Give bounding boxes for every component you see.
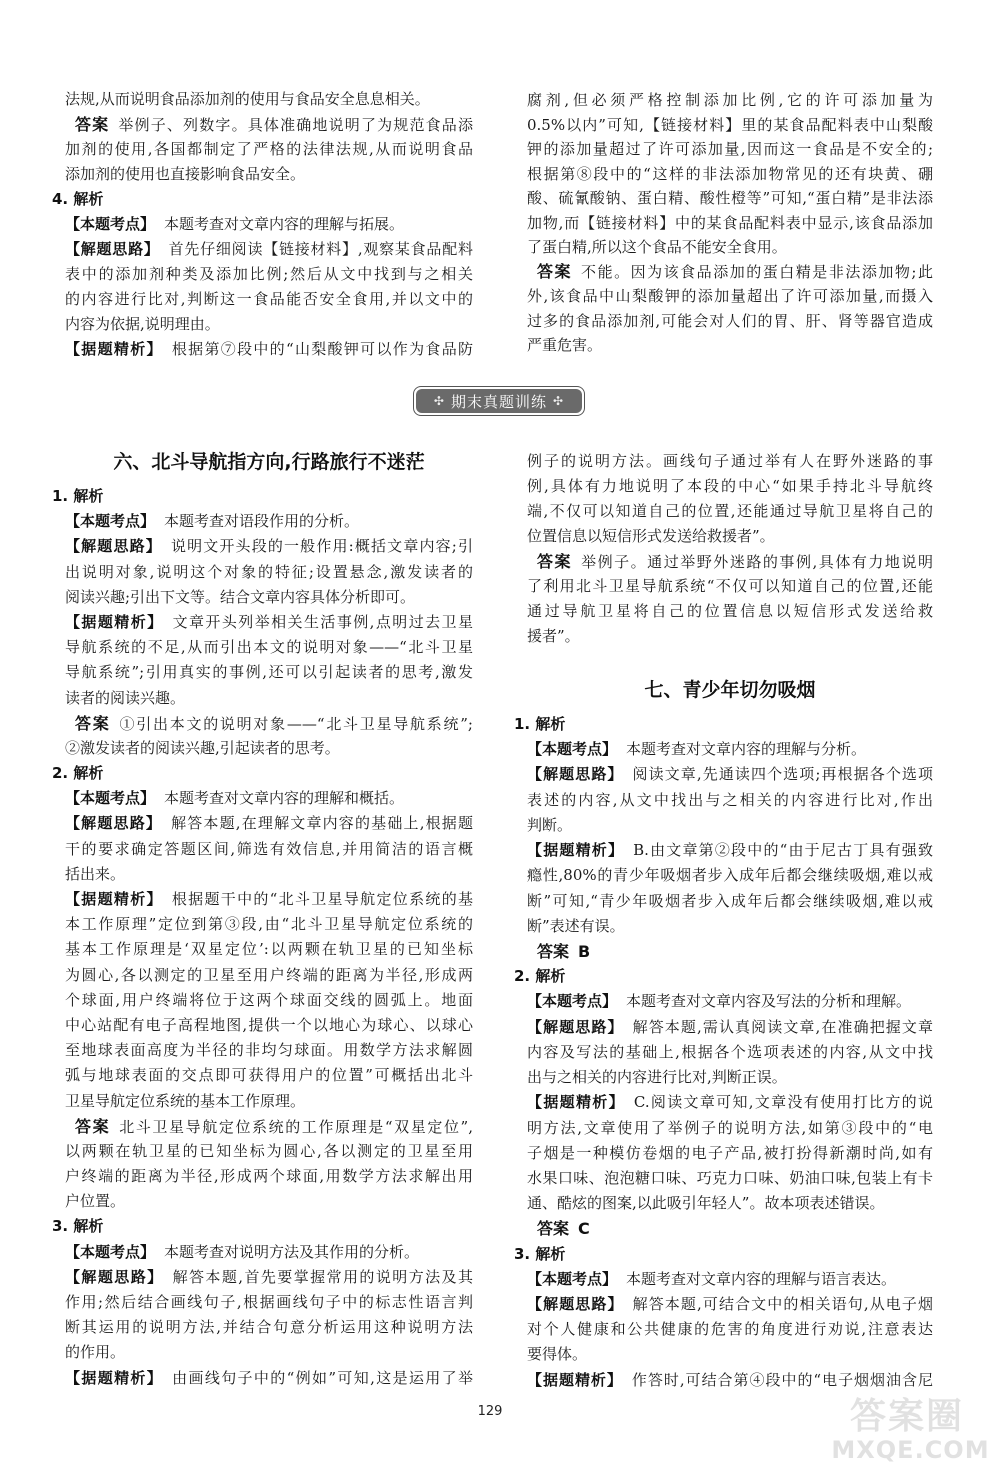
section-label: 【解题思路】 (65, 1267, 164, 1286)
text-line (527, 1141, 933, 1166)
text-line (527, 524, 933, 549)
text-line (527, 1317, 933, 1342)
line-text: 了利用北斗卫星导航系统“不仅可以知道自己的位置,还能 (527, 577, 933, 595)
line-text: 括出来。 (65, 864, 126, 883)
line-text: 出说明对象,说明这个对象的特征;设置悬念,激发读者的 (65, 562, 473, 581)
section-label: 【本题考点】 (527, 1269, 618, 1288)
line-text: 内容及写法的基础上,根据各个选项表述的内容,从文中找 (527, 1042, 933, 1061)
text-line (65, 312, 473, 337)
text-line (527, 474, 933, 499)
article-heading: 七、青少年切勿吸烟 (644, 679, 816, 701)
text-line (65, 509, 473, 534)
star-icon: ✣ (433, 394, 445, 408)
line-text: 位置信息以短信形式发送给救援者”。 (527, 527, 775, 545)
line-text: 阅读兴趣;引出下文等。结合文章内容具体分析即可。 (65, 587, 416, 606)
text-line (65, 1240, 473, 1265)
line-text: 导航系统的不足,从而引出本文的说明对象——“北斗卫星 (65, 638, 473, 657)
upper-left-column (52, 87, 473, 362)
text-line (65, 786, 473, 811)
line-text: 作答时,可结合第④段中的“电子烟烟油含尼 (631, 1370, 933, 1389)
text-line (527, 1116, 933, 1141)
text-line (65, 237, 473, 262)
text-line (527, 1040, 933, 1065)
line-text: 钾的添加量超过了许可添加量,因而这一食品是不安全的; (527, 140, 933, 158)
text-line (527, 624, 933, 649)
line-text: 断”表述有误。 (527, 916, 625, 935)
section-label: 【据题精析】 (65, 890, 163, 908)
text-line (527, 599, 933, 624)
text-line (527, 1015, 933, 1040)
line-text: 瘾性,80%的青少年吸烟者步入成年后都会继续吸烟,难以戒 (527, 866, 933, 885)
text-line (65, 1340, 473, 1365)
line-text: 内容为依据,说明理由。 (65, 315, 220, 333)
line-text: 干的要求确定答题区间,筛选有效信息,并用简洁的语言概 (65, 839, 473, 858)
text-line (65, 287, 473, 312)
answer-line (65, 711, 473, 736)
text-line (65, 137, 473, 162)
section-banner-body (416, 389, 582, 413)
analysis-heading (52, 1214, 473, 1239)
answer-label: 答案 (537, 552, 573, 571)
line-text: 解答本题,首先要掌握常用的说明方法及其 (172, 1267, 473, 1286)
line-text: ②激发读者的阅读兴趣,引起读者的思考。 (65, 738, 340, 757)
text-line (527, 863, 933, 888)
line-text: C.阅读文章可知,文章没有使用打比方的说 (633, 1093, 933, 1112)
answer-line (65, 1114, 473, 1139)
text-line (65, 887, 473, 912)
text-line (65, 1265, 473, 1290)
line-text: 过多的食品添加剂,可能会对人们的胃、肝、肾等器官造成 (527, 311, 933, 330)
text-line (65, 912, 473, 937)
line-text: 出与之相关的内容进行比对,判断正误。 (527, 1068, 787, 1087)
text-line (527, 211, 933, 236)
analysis-heading-text: 1. 解析 (514, 715, 566, 733)
answer-choice: B (578, 941, 591, 961)
answer-label: 答案 (75, 1116, 111, 1136)
text-line (527, 449, 933, 474)
text-line (527, 574, 933, 599)
line-text: 至地球表面高度为半径的非均匀球面。用数学方法求解圆 (65, 1041, 473, 1060)
line-text: 援者”。 (527, 627, 580, 645)
section-label: 【本题考点】 (65, 512, 156, 531)
text-line (65, 862, 473, 887)
analysis-heading-text: 1. 解析 (52, 487, 104, 505)
section-label: 【解题思路】 (65, 537, 162, 556)
line-text: 加物,而【链接材料】中的某食品配料表中显示,该食品添加 (527, 213, 933, 232)
text-line (65, 337, 473, 362)
line-text: 例,具体有力地说明了本段的中心“如果手持北斗导航终 (527, 477, 933, 495)
line-text: 文章开头列举相关生活事例,点明过去卫星 (172, 612, 473, 631)
line-text: 户终端的距离为半径,形成两个球面,用数学方法求解出用 (65, 1167, 473, 1186)
text-line (527, 309, 933, 334)
line-text: 解答本题,在理解文章内容的基础上,根据题 (171, 814, 473, 833)
section-banner-title: 期末真题训练 (450, 392, 547, 411)
text-line (65, 560, 473, 585)
line-text: 根据第⑦段中的“山梨酸钾可以作为食品防 (171, 340, 473, 358)
text-line (65, 736, 473, 761)
text-line (527, 813, 933, 838)
section-label: 【据题精析】 (527, 841, 625, 860)
answer-line (527, 1216, 933, 1241)
line-text: 子烟是一种模仿卷烟的电子产品,被打扮得新潮时尚,如有 (527, 1143, 933, 1162)
analysis-heading (52, 484, 473, 509)
line-text: 北斗卫星导航定位系统的工作原理是“双星定位”, (119, 1117, 473, 1136)
line-text: 要得体。 (527, 1345, 588, 1364)
line-text: 弧与地球表面的交点即可获得用户的位置”可概括出北斗 (65, 1066, 473, 1085)
text-line (65, 1013, 473, 1038)
line-text: 根据第⑧段中的“这样的非法添加物常见的还有块黄、硼 (527, 164, 933, 183)
line-text: 表中的添加剂种类及添加比例;然后从文中找到与之相关 (65, 265, 473, 283)
line-text: 根据题干中的“北斗卫星导航定位系统的基 (171, 890, 473, 908)
text-line (65, 1366, 473, 1391)
section-label: 【据题精析】 (65, 612, 164, 631)
text-line (65, 988, 473, 1013)
analysis-heading (514, 712, 933, 737)
watermark-site: MXQE.COM (831, 1436, 990, 1464)
upper-right-column (527, 88, 933, 358)
text-line (527, 788, 933, 813)
line-text: 由画线句子中的“例如”可知,这是运用了举 (172, 1368, 473, 1387)
answer-choice: C (578, 1219, 590, 1239)
line-text: 酸、硫氰酸钠、蛋白精、酸性橙等”可知,“蛋白精”是非法添 (527, 189, 933, 207)
answer-label: 答案 (75, 115, 110, 134)
text-line (527, 1342, 933, 1367)
line-text: 明方法,文章使用了举例子的说明方法,如第③段中的“电 (527, 1118, 933, 1137)
text-line (527, 137, 933, 162)
text-line (65, 837, 473, 862)
text-line (527, 113, 933, 138)
line-text: 例子的说明方法。画线句子通过举有人在野外迷路的事 (527, 452, 933, 470)
text-line (65, 1139, 473, 1164)
section-label: 【据题精析】 (65, 340, 163, 358)
text-line (65, 87, 473, 112)
answer-line (527, 260, 933, 285)
line-text: 本题考查对文章内容的理解和概括。 (164, 789, 405, 808)
line-text: B.由文章第②段中的“由于尼古丁具有强致 (633, 841, 933, 860)
text-line (527, 499, 933, 524)
answer-label: 答案 (537, 941, 570, 961)
line-text: 断其运用的说明方法,并结合句意分析运用这种说明方法 (65, 1318, 473, 1337)
analysis-heading-text: 2. 解析 (52, 764, 104, 783)
answer-label: 答案 (537, 261, 573, 281)
line-text: 个球面,用户终端将位于这两个球面交线的圆弧上。地面 (65, 990, 473, 1009)
line-text: 解答本题,需认真阅读文章,在准确把握文章 (632, 1017, 933, 1036)
section-label: 【据题精析】 (527, 1093, 625, 1112)
line-text: 严重危害。 (527, 336, 603, 354)
section-label: 【解题思路】 (527, 1295, 624, 1314)
line-text: 本题考查对语段作用的分析。 (164, 512, 360, 531)
text-line (65, 1063, 473, 1088)
line-text: 解答本题,可结合文中的相关语句,从电子烟 (632, 1295, 933, 1314)
text-line (65, 937, 473, 962)
text-line (527, 989, 933, 1014)
section-label: 【解题思路】 (527, 765, 624, 784)
text-line (65, 635, 473, 660)
watermark-logo: 答案圈 (849, 1396, 964, 1437)
text-line (65, 1315, 473, 1340)
analysis-heading (514, 964, 933, 989)
line-text: 通过导航卫星将自己的位置信息以短信形式发送给救 (527, 602, 933, 620)
answer-line (527, 549, 933, 574)
text-line (65, 212, 473, 237)
text-line (65, 1038, 473, 1063)
text-line (527, 1090, 933, 1115)
text-line (65, 262, 473, 287)
line-text: 对个人健康和公共健康的危害的角度进行劝说,注意表达 (527, 1320, 933, 1339)
line-text: 阅读文章,先通读四个选项;再根据各个选项 (632, 765, 933, 784)
page-number: 129 (477, 1404, 503, 1419)
line-text: 以两颗在轨卫星的已知坐标为圆心,各以测定的卫星至用 (65, 1141, 473, 1160)
line-text: 本题考查对文章内容及写法的分析和理解。 (626, 992, 912, 1011)
text-line (527, 1166, 933, 1191)
analysis-heading-text: 3. 解析 (52, 1217, 104, 1236)
text-line (527, 186, 933, 211)
section-label: 【本题考点】 (65, 1242, 156, 1261)
text-line (527, 838, 933, 863)
line-text: 说明文开头段的一般作用:概括文章内容;引 (170, 537, 473, 556)
text-line (527, 333, 933, 358)
text-line (527, 1292, 933, 1317)
section-label: 【本题考点】 (527, 992, 618, 1011)
answer-line (65, 112, 473, 137)
line-text: 卫星导航定位系统的基本工作原理。 (65, 1091, 306, 1110)
lower-right-column (514, 712, 933, 1393)
analysis-heading-text: 2. 解析 (514, 967, 566, 986)
line-text: 加剂的使用,各国都制定了严格的法律法规,从而说明食品 (65, 140, 473, 158)
line-text: 的内容进行比对,判断这一食品能否安全食用,并以文中的 (65, 290, 473, 308)
line-text: 外,该食品中山梨酸钾的添加量超出了许可添加量,而摄入 (527, 287, 933, 305)
section-label: 【据题精析】 (527, 1370, 623, 1389)
text-line (65, 660, 473, 685)
line-text: 首先仔细阅读【链接材料】,观察某食品配料 (168, 240, 473, 258)
line-text: 通、酷炫的图案,以此吸引年轻人”。故本项表述错误。 (527, 1194, 885, 1213)
section-label: 【据题精析】 (65, 1368, 164, 1387)
text-line (65, 686, 473, 711)
analysis-heading (52, 187, 473, 212)
analysis-heading (52, 761, 473, 786)
answer-label: 答案 (75, 713, 111, 733)
text-line (527, 162, 933, 187)
text-line (65, 610, 473, 635)
section-label: 【本题考点】 (527, 740, 618, 759)
lower-right-column-top (527, 449, 933, 649)
section-label: 【本题考点】 (65, 789, 156, 808)
text-line (527, 1267, 933, 1292)
analysis-heading-text: 3. 解析 (514, 1244, 566, 1263)
line-text: 作用;然后结合画线句子,根据画线句子中的标志性语言判 (65, 1293, 473, 1311)
lower-left-column (52, 484, 473, 1391)
line-text: 0.5%以内”可知,【链接材料】里的某食品配料表中山梨酸 (527, 115, 933, 134)
line-text: 基本工作原理是‘双星定位’:以两颗在轨卫星的已知坐标 (65, 940, 473, 959)
answer-line (527, 939, 933, 964)
star-icon: ✣ (553, 394, 565, 408)
analysis-heading-text: 4. 解析 (52, 190, 104, 208)
line-text: 导航系统”;引用真实的事例,还可以引起读者的思考,激发 (65, 663, 473, 682)
text-line (65, 1290, 473, 1315)
line-text: 为圆心,各以测定的卫星至用户终端的距离为半径,形成两 (65, 965, 473, 984)
text-line (65, 534, 473, 559)
line-text: 本题考查对文章内容的理解与拓展。 (164, 215, 405, 233)
text-line (65, 1189, 473, 1214)
line-text: 判断。 (527, 815, 573, 834)
text-line (65, 963, 473, 988)
line-text: 读者的阅读兴趣。 (65, 688, 186, 707)
text-line (527, 284, 933, 309)
line-text: 举例子。通过举野外迷路的事例,具体有力地说明 (581, 553, 933, 571)
section-label: 【解题思路】 (527, 1017, 624, 1036)
answer-label: 答案 (537, 1219, 570, 1239)
text-line (65, 162, 473, 187)
section-label: 【本题考点】 (65, 215, 156, 233)
section-banner (413, 386, 585, 416)
line-text: 户位置。 (65, 1192, 126, 1211)
line-text: 端,不仅可以知道自己的位置,还能通过导航卫星将自己的 (527, 502, 933, 520)
text-line (65, 1089, 473, 1114)
line-text: 不能。因为该食品添加的蛋白精是非法添加物;此 (581, 262, 933, 281)
analysis-heading (514, 1242, 933, 1267)
text-line (527, 88, 933, 113)
line-text: 表述的内容,从文中找出与之相关的内容进行比对,作出 (527, 790, 933, 809)
text-line (527, 737, 933, 762)
line-text: 本题考查对文章内容的理解与语言表达。 (626, 1269, 897, 1288)
line-text: 本题考查对说明方法及其作用的分析。 (164, 1242, 420, 1261)
section-label: 【解题思路】 (65, 240, 160, 258)
text-line (65, 811, 473, 836)
text-line (527, 1065, 933, 1090)
text-line (65, 585, 473, 610)
text-line (527, 914, 933, 939)
text-line (65, 1164, 473, 1189)
line-text: 添加剂的使用也直接影响食品安全。 (65, 165, 306, 183)
section-label: 【解题思路】 (65, 814, 163, 833)
text-line (527, 889, 933, 914)
line-text: 本工作原理”定位到第③段,由“北斗卫星导航定位系统的 (65, 915, 473, 934)
line-text: 断”可知,“青少年吸烟者步入成年后都会继续吸烟,难以戒 (527, 891, 933, 910)
article-heading: 六、北斗导航指方向,行路旅行不迷茫 (113, 451, 425, 473)
line-text: 了蛋白精,所以这个食品不能安全食用。 (527, 238, 787, 256)
text-line (527, 1191, 933, 1216)
line-text: 本题考查对文章内容的理解与分析。 (626, 740, 867, 759)
line-text: 的作用。 (65, 1343, 126, 1362)
line-text: ①引出本文的说明对象——“北斗卫星导航系统”; (119, 714, 473, 733)
text-line (527, 762, 933, 787)
text-line (527, 235, 933, 260)
line-text: 法规,从而说明食品添加剂的使用与食品安全息息相关。 (65, 90, 430, 108)
line-text: 举例子、列数字。具体准确地说明了为规范食品添 (118, 116, 473, 134)
line-text: 水果口味、泡泡糖口味、巧克力口味、奶油口味,包装上有卡 (527, 1168, 933, 1187)
line-text: 中心站配有电子高程地图,提供一个以地心为球心、以球心 (65, 1015, 473, 1034)
line-text: 腐剂,但必须严格控制添加比例,它的许可添加量为 (527, 91, 933, 109)
